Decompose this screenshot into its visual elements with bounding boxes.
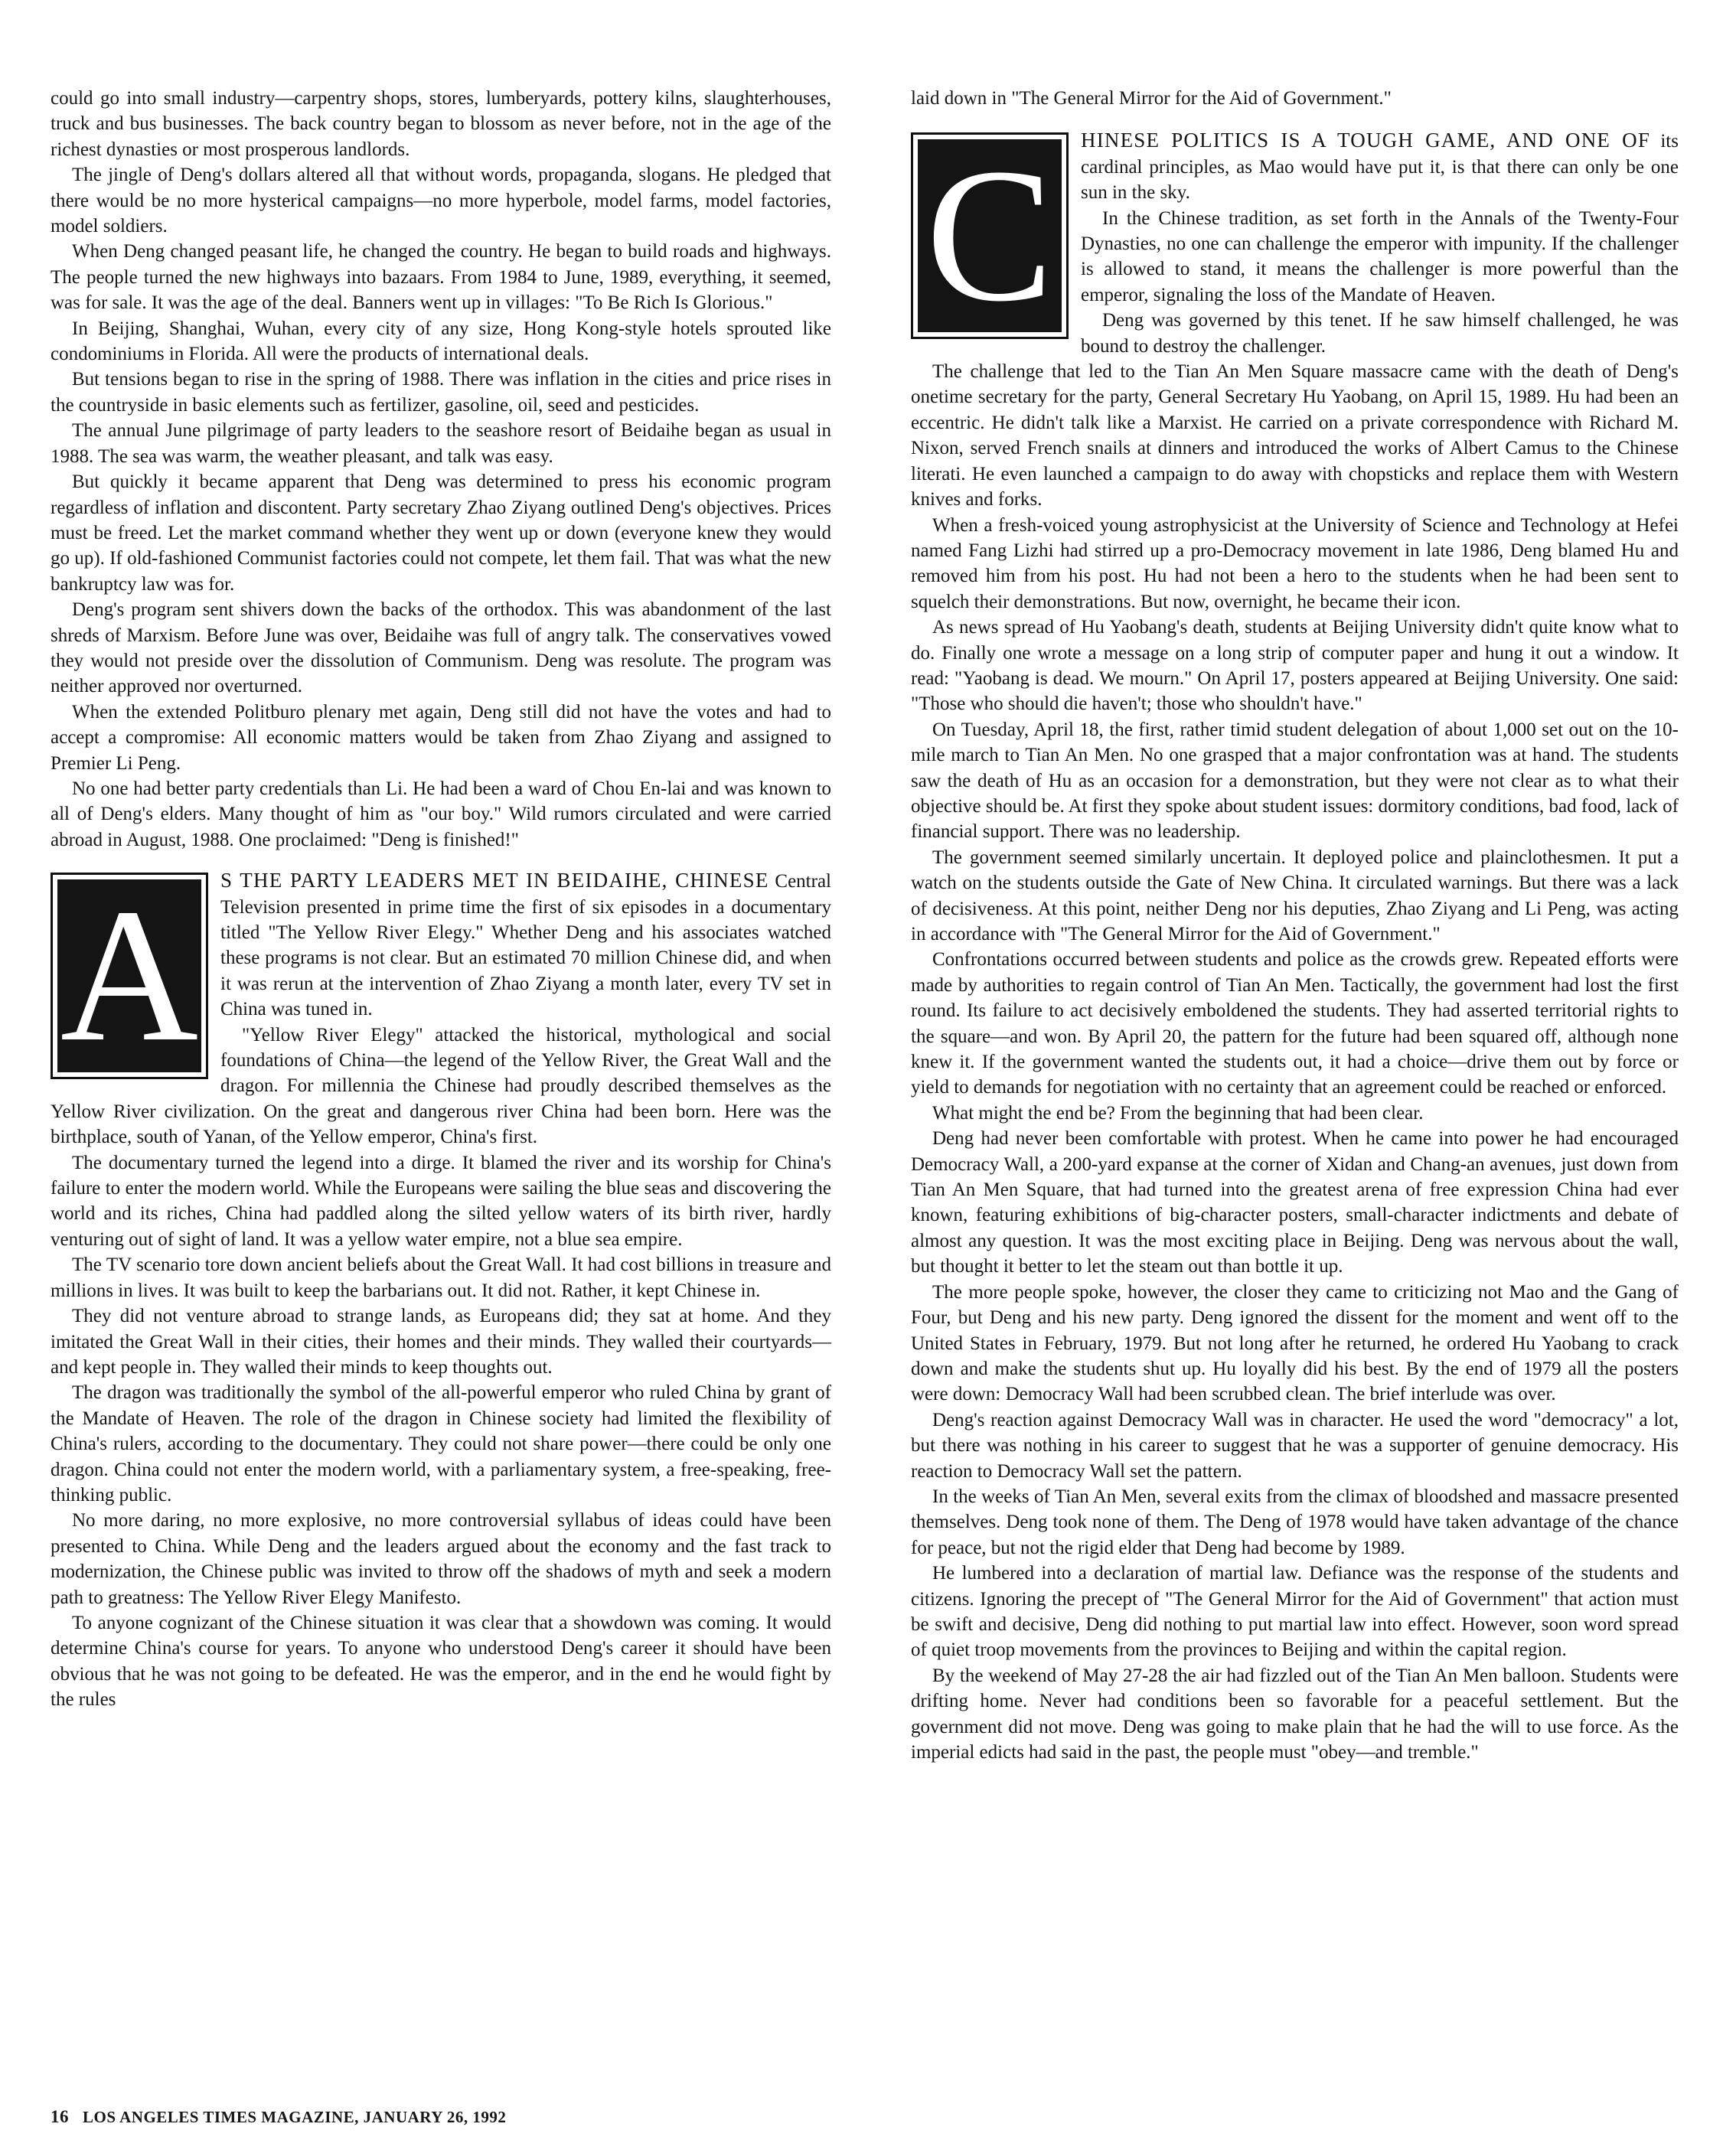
paragraph: They did not venture abroad to strange lands, as Europeans did; they sat at home. And they imitated the Great Wall in their cities, their homes and their minds. They walled their courtyards—and kept people in. They walled their minds to keep thoughts out. xyxy=(51,1306,831,1378)
page-footer xyxy=(51,2107,506,2127)
paragraph: But quickly it became apparent that Deng was determined to press his economic program regardless of inflation and discontent. Party secretary Zhao Ziyang outlined Deng's objectives. Prices must be freed. Let the market command whether they went up or down (everyone knew they would go up). If old-fashioned Communist factories could not compete, let them fail. That was what the new bankruptcy law was for. xyxy=(51,471,831,595)
paragraph: The documentary turned the legend into a dirge. It blamed the river and its worship for China's failure to enter the modern world. While the Europeans were sailing the blue seas and discovering the world and its riches, China had paddled along the silted yellow waters of its birth river, hardly venturing out of sight of land. It was a yellow water empire, not a blue sea empire. xyxy=(51,1152,831,1250)
left-column xyxy=(51,86,831,1713)
paragraph: laid down in "The General Mirror for the Aid of Government." xyxy=(911,88,1392,109)
paragraph: He lumbered into a declaration of martial law. Defiance was the response of the students and citizens. Ignoring the precept of "The General Mirror for the Aid of Government" that action must be swift and decisive, Deng did nothing to put martial law into effect. However, soon word spread of quiet troop movements from the provinces to Beijing and within the capital region. xyxy=(911,1563,1679,1661)
paragraph: On Tuesday, April 18, the first, rather timid student delegation of about 1,000 set out on the 10-mile march to Tian An Men. No one grasped that a major confrontation was at hand. The students saw the death of Hu as an occasion for a demonstration, but they were not clear as to what their objective should be. At first they spoke about student issues: dormitory conditions, bad food, lack of financial support. There was no leadership. xyxy=(911,719,1679,843)
paragraph: As news spread of Hu Yaobang's death, students at Beijing University didn't quite know what to do. Finally one wrote a message on a long strip of computer paper and hung it out a window. It read: "Yaobang is dead. We mourn." On April 17, posters appeared at Beijing University. One said: "Those who should die haven't; those who shouldn't have." xyxy=(911,617,1679,715)
paragraph: The TV scenario tore down ancient beliefs about the Great Wall. It had cost billions in treasure and millions in lives. It was built to keep the barbarians out. It did not. Rather, it kept Chinese in. xyxy=(51,1254,831,1301)
paragraph: When a fresh-voiced young astrophysicist at the University of Science and Technology at Hefei named Fang Lizhi had stirred up a pro-Democracy movement in late 1986, Deng blamed Hu and removed him from his post. Hu had not been a hero to the students when he had been sent to squelch their demonstrations. But now, overnight, he became their icon. xyxy=(911,514,1679,612)
paragraph: The jingle of Deng's dollars altered all that without words, propaganda, slogans. He pledged that there would be no more hysterical campaigns—no more hyperbole, model farms, model factories, model soldiers. xyxy=(51,165,831,237)
paragraph: No more daring, no more explosive, no more controversial syllabus of ideas could have been presented to China. While Deng and the leaders argued about the economy and the fast track to modernization, the Chinese public was invited to throw off the shadows of myth and seek a modern path to greatness: The Yellow River Elegy Manifesto. xyxy=(51,1510,831,1608)
drop-cap-letter: A xyxy=(60,869,199,1082)
paragraph: In the Chinese tradition, as set forth in the Annals of the Twenty-Four Dynasties, no one can challenge the emperor with impunity. If the challenger is allowed to stand, it means the challenger is more powerful than the emperor, signaling the loss of the Mandate of Heaven. xyxy=(1081,207,1679,305)
drop-cap-letter: C xyxy=(925,129,1054,342)
section-break-a xyxy=(51,868,831,1082)
paragraph: What might the end be? From the beginning that had been clear. xyxy=(932,1102,1424,1124)
paragraph: Deng's program sent shivers down the backs of the orthodox. This was abandonment of the last shreds of Marxism. Before June was over, Beidaihe was full of angry talk. The conservatives vowed they would not preside over the dissolution of Communism. Deng was resolute. The program was neither approved nor overturned. xyxy=(51,599,831,697)
paragraph-text: its cardinal principles, as Mao would have put it, is that there can only be one sun in the sky. xyxy=(1081,131,1679,204)
right-column xyxy=(911,86,1679,1765)
paragraph: But tensions began to rise in the spring of 1988. There was inflation in the cities and price rises in the countryside in basic elements such as fertilizer, gasoline, oil, seed and pesticides. xyxy=(51,369,831,416)
paragraph: The challenge that led to the Tian An Men Square massacre came with the death of Deng's onetime secretary for the party, General Secretary Hu Yaobang, on April 15, 1989. Hu had been an eccentric. He didn't talk like a Marxist. He carried on a private correspondence with Richard M. Nixon, served French snails at dinners and introduced the works of Albert Camus to the Chinese literati. He even launched a campaign to do away with chopsticks and replace them with Western knives and forks. xyxy=(911,361,1679,511)
paragraph: could go into small industry—carpentry shops, stores, lumberyards, pottery kilns, slaughterhouses, truck and bus businesses. The back country began to blossom as never before, not in the age of the richest dynasties or most prosperous landlords. xyxy=(51,88,831,160)
paragraph: In the weeks of Tian An Men, several exits from the climax of bloodshed and massacre presented themselves. Deng took none of them. The Deng of 1978 would have taken advantage of the chance for peace, but not the rigid elder that Deng had become by 1989. xyxy=(911,1486,1679,1558)
lead-in-caps: HINESE POLITICS IS A TOUGH GAME, AND ONE OF xyxy=(1081,129,1651,152)
lead-in-caps: S THE PARTY LEADERS MET IN BEIDAIHE, CHINESE xyxy=(220,869,769,892)
paragraph: No one had better party credentials than Li. He had been a ward of Chou En-lai and was known to all of Deng's elders. Many thought of him as "our boy." Wild rumors circulated and were carried abroad in August, 1988. One proclaimed: "Deng is finished!" xyxy=(51,778,831,850)
paragraph: Deng was governed by this tenet. If he saw himself challenged, he was bound to destroy the challenger. xyxy=(1081,310,1679,357)
paragraph: Deng had never been comfortable with protest. When he came into power he had encouraged Democracy Wall, a 200-yard expanse at the corner of Xidan and Chang-an avenues, just down from Tian An Men Square, that had turned into the greatest arena of free expression China had ever known, featuring exhibitions of big-character posters, small-character indictments and debate of almost any question. It was the most exciting place in Beijing. Deng was nervous about the wall, but thought it better to let the steam out than bottle it up. xyxy=(911,1128,1679,1277)
paragraph: The more people spoke, however, the closer they came to criticizing not Mao and the Gang of Four, but Deng and his new party. Deng ignored the dissent for the moment and went off to the United States in February, 1979. But not long after he returned, he ordered Hu Yaobang to crack down and make the students shut up. Hu loyally did his best. By the end of 1979 all the posters were down: Democracy Wall had been scrubbed clean. The brief interlude was over. xyxy=(911,1281,1679,1405)
paragraph: To anyone cognizant of the Chinese situation it was clear that a showdown was coming. It would determine China's course for years. To anyone who understood Deng's career it should have been obvious that he was not going to be defeated. He was the emperor, and in the end he would fight by the rules xyxy=(51,1612,831,1711)
paragraph-text: Central Television presented in prime time the first of six episodes in a documentary titled "The Yellow River Elegy." Whether Deng and his associates watched these programs is not clear. But an estimated 70 million Chinese did, and when it was rerun at the intervention of Zhao Ziyang a month later, every TV set in China was tuned in. xyxy=(220,871,831,1020)
paragraph: The government seemed similarly uncertain. It deployed police and plainclothesmen. It put a watch on the students outside the Gate of New China. It circulated warnings. But there was a lack of decisiveness. At this point, neither Deng nor his deputies, Zhao Ziyang and Li Peng, was acting in accordance with "The General Mirror for the Aid of Government." xyxy=(911,847,1679,944)
paragraph: In Beijing, Shanghai, Wuhan, every city of any size, Hong Kong-style hotels sprouted like condominiums in Florida. All were the products of international deals. xyxy=(51,318,831,365)
paragraph: The annual June pilgrimage of party leaders to the seashore resort of Beidaihe began as usual in 1988. The sea was warm, the weather pleasant, and talk was easy. xyxy=(51,420,831,467)
paragraph: "Yellow River Elegy" attacked the historical, mythological and social foundations of China—the legend of the Yellow River, the Great Wall and the dragon. For millennia the Chinese had proudly described themselves as the Yellow River civilization. On the great and dangerous river China had been born. Here was the birthplace, south of Yanan, of the Yellow emperor, China's first. xyxy=(51,1024,831,1148)
drop-cap-c xyxy=(911,129,1069,342)
paragraph: When the extended Politburo plenary met again, Deng still did not have the votes and had to accept a compromise: All economic matters would be taken from Zhao Ziyang and assigned to Premier Li Peng. xyxy=(51,701,831,774)
paragraph: The dragon was traditionally the symbol of the all-powerful emperor who ruled China by grant of the Mandate of Heaven. The role of the dragon in Chinese society had limited the flexibility of China's rulers, according to the documentary. They could not share power—there could be only one dragon. China could not enter the modern world, with a parliamentary system, a free-speaking, free-thinking public. xyxy=(51,1382,831,1505)
paragraph: Confrontations occurred between students and police as the crowds grew. Repeated efforts were made by authorities to regain control of Tian An Men. Tactically, the government had lost the first round. Its failure to act decisively emboldened the students. They had asserted territorial rights to the square—and won. By April 20, the pattern for the future had been squared off, although none knew it. If the government wanted the students out, it had a choice—drive them out by force or yield to demands for negotiation with no certainty that an agreement could be reached or enforced. xyxy=(911,949,1679,1098)
page-number: 16 xyxy=(51,2107,69,2126)
drop-cap-a xyxy=(51,869,208,1082)
paragraph: Deng's reaction against Democracy Wall was in character. He used the word "democracy" a lot, but there was nothing in his career to suggest that he was a supporter of genuine democracy. His reaction to Democracy Wall set the pattern. xyxy=(911,1409,1679,1482)
publication-line: LOS ANGELES TIMES MAGAZINE, JANUARY 26, 1992 xyxy=(83,2108,507,2126)
paragraph: By the weekend of May 27-28 the air had fizzled out of the Tian An Men balloon. Students were drifting home. Never had conditions been so favorable for a peaceful settlement. But the government did not move. Deng was going to make plain that he had the will to use force. As the imperial edicts had said in the past, the people must "obey—and tremble." xyxy=(911,1665,1679,1763)
paragraph: When Deng changed peasant life, he changed the country. He began to build roads and highways. The people turned the new highways into bazaars. From 1984 to June, 1989, everything, it seemed, was for sale. It was the age of the deal. Banners went up in villages: "To Be Rich Is Glorious." xyxy=(51,241,831,314)
